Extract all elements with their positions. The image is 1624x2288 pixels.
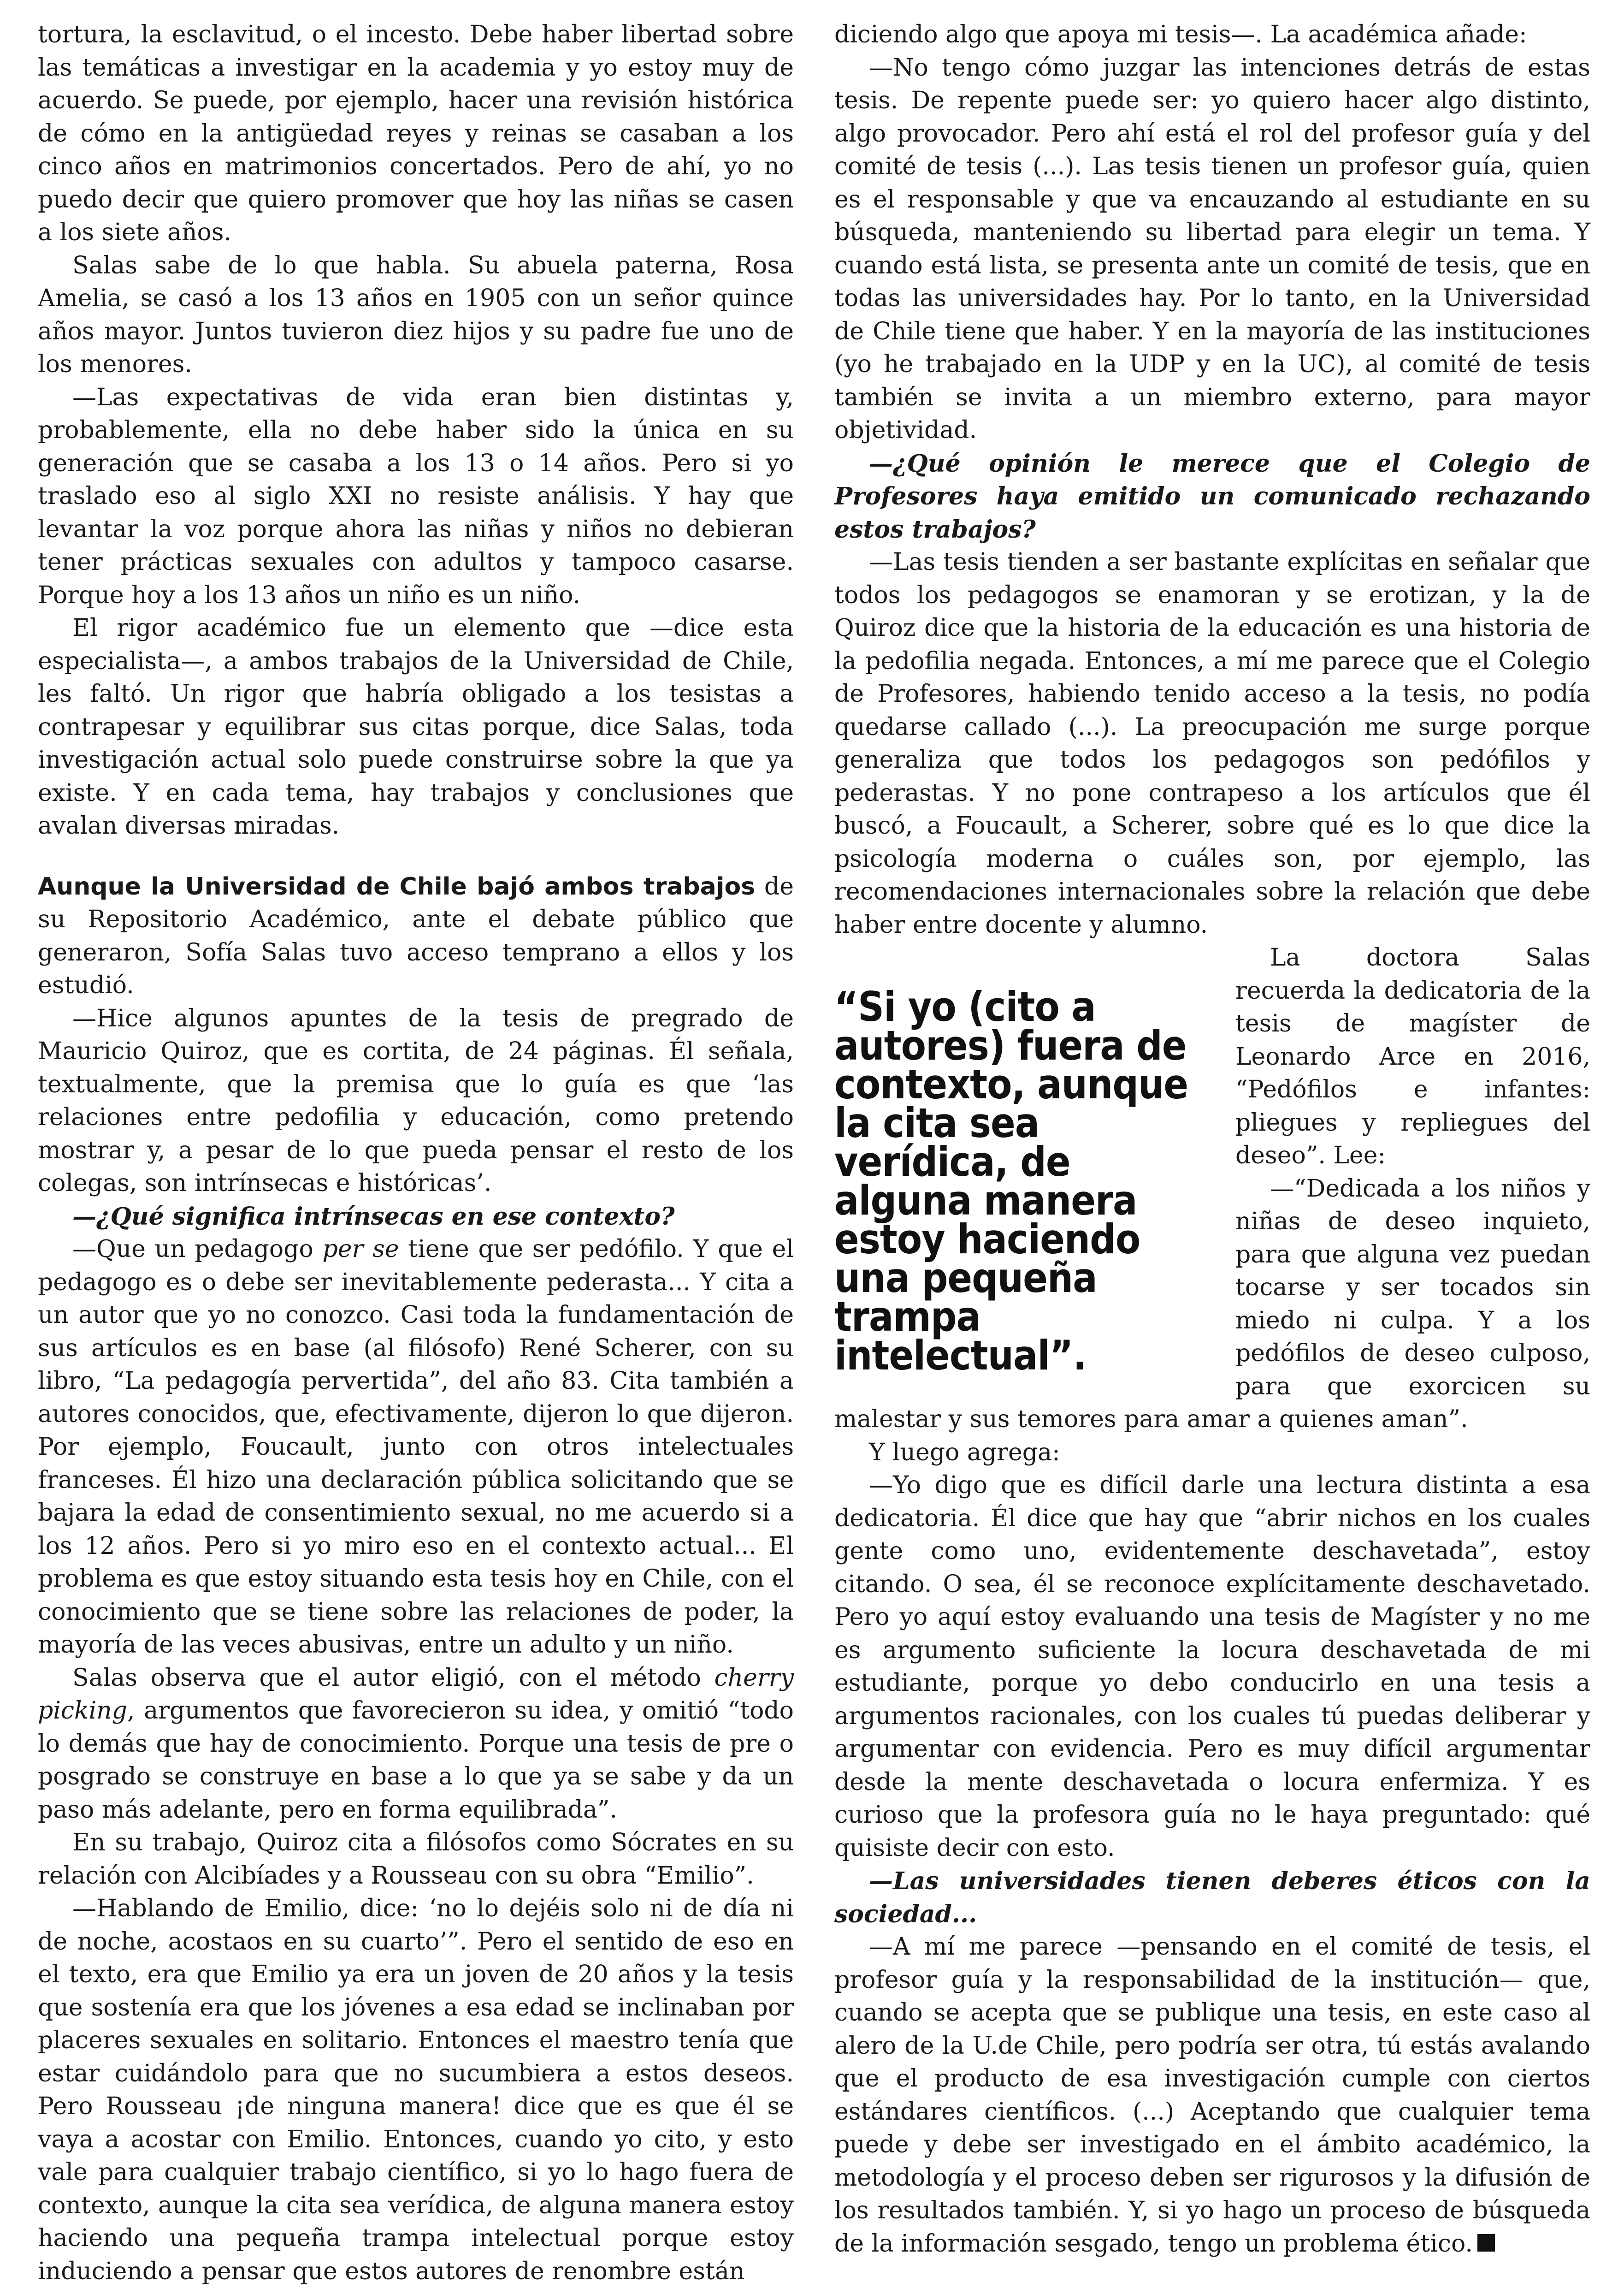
paragraph [38,1233,794,1662]
paragraph: diciendo algo que apoya mi tesis—. La académica añade: [834,21,1527,48]
paragraph-text: Salas observa que el autor eligió, con el método [72,1664,715,1692]
paragraph: —“Dedicada a los niños y niñas de deseo inquieto, para que alguna vez puedan tocarse y ser tocados sin miedo ni culpa. Y a los pedófilos de deseo culposo, para que exorcicen su malestar y sus temores para amar a quienes aman”. [834,1174,1590,1433]
section-break [38,843,794,871]
right-column [834,18,1590,2260]
paragraph [834,1931,1590,2260]
italic-term: cherry picking [38,1664,794,1725]
section-lead-in: Aunque la Universidad de Chile bajó ambos trabajos [38,872,756,901]
paragraph-text: —Que un pedagogo [72,1235,323,1263]
paragraph-text: tiene que ser pedófilo. Y que el pedagogo es o debe ser inevitablemente pederasta... Y cita a un autor que yo no conozco. Casi toda la fundamentación de sus artículos es en base (al filósofo) René Scherer, con su libro, “La pedagogía pervertida”, del año 83. Cita también a autores conocidos, que, efectivamente, dijeron lo que dijeron. Por ejemplo, Foucault, junto con otros intelectuales franceses. Él hizo una declaración pública solicitando que se bajara la edad de consentimiento sexual, no me acuerdo si a los 12 años. Pero si yo miro eso en el contexto actual... El problema es que estoy situando esta tesis hoy en Chile, con el conocimiento que se tiene sobre las relaciones de poder, la mayoría de las veces abusivas, entre un adulto y un niño. [38,1235,794,1659]
paragraph-text: , argumentos que favorecieron su idea, y omitió “todo lo demás que hay de conocimiento. Porque una tesis de pre o posgrado se construye en base a lo que ya se sabe y da un paso más adelante, pero en forma equilibrada”. [38,1697,794,1824]
pull-quote: “Si yo (cito a autores) fuera de contexto, aunque la cita sea verídica, de alguna manera estoy haciendo una pequeña trampa intelectual”. [834,983,1188,1379]
paragraph [38,1662,794,1827]
paragraph: —Las tesis tienden a ser bastante explícitas en señalar que todos los pedagogos se enamoran y se erotizan, y la de Quiroz dice que la historia de la educación es una historia de la pedofilia negada. Entonces, a mí me parece que el Colegio de Profesores, habiendo tenido acceso a la tesis, no podía quedarse callado (...). La preocupación me surge porque generaliza que todos los pedagogos son pedófilos y pederastas. Y no pone contrapeso a los artículos que él buscó, a Foucault, a Scherer, sobre qué es lo que dice la psicología moderna o cuáles son, por ejemplo, las recomendaciones internacionales sobre la relación que debe haber entre docente y alumno. [834,548,1590,939]
end-mark-icon [1477,2234,1495,2252]
section-lead-paragraph [38,871,794,1002]
interview-question: —Las universidades tienen deberes éticos con la sociedad... [834,1867,1590,1928]
paragraph: —Hice algunos apuntes de la tesis de pregrado de Mauricio Quiroz, que es cortita, de 24 páginas. Él señala, textualmente, que la premisa que lo guía es que ‘las relaciones entre pedofilia y educación, como pretendo mostrar y, a pesar de lo que pueda pensar el resto de los colegas, son intrínsecas e históricas’. [38,1004,794,1197]
paragraph: —Hablando de Emilio, dice: ‘no lo dejéis solo ni de día ni de noche, acostaos en su cuarto’”. Pero el sentido de eso en el texto, era que Emilio ya era un joven de 20 años y la tesis que sostenía era que los jóvenes a esa edad se inclinaban por placeres sexuales en solitario. Entonces el maestro tenía que estar cuidándolo para que no sucumbiera a estos deseos. Pero Rousseau ¡de ninguna manera! dice que es que él se vaya a acostar con Emilio. Entonces, cuando yo cito, y esto vale para cualquier trabajo científico, si yo lo hago fuera de contexto, aunque la cita sea verídica, de alguna manera estoy haciendo una pequeña trampa intelectual porque estoy induciendo a pensar que estos autores de renombre están [38,1895,794,2285]
paragraph: En su trabajo, Quiroz cita a filósofos como Sócrates en su relación con Alcibíades y a Rousseau con su obra “Emilio”. [38,1829,794,1890]
paragraph: Y luego agrega: [869,1438,1060,1466]
interview-question: —¿Qué opinión le merece que el Colegio de Profesores haya emitido un comunicado rechazando estos trabajos? [834,449,1590,544]
paragraph: Salas sabe de lo que habla. Su abuela paterna, Rosa Amelia, se casó a los 13 años en 1905 con un señor quince años mayor. Juntos tuvieron diez hijos y su padre fue uno de los menores. [38,251,794,378]
paragraph: tortura, la esclavitud, o el incesto. Debe haber libertad sobre las temáticas a investigar en la academia y yo estoy muy de acuerdo. Se puede, por ejemplo, hacer una revisión histórica de cómo en la antigüedad reyes y reinas se casaban a los cinco años en matrimonios concertados. Pero de ahí, yo no puedo decir que quiero promover que hoy las niñas se casen a los siete años. [38,21,794,246]
paragraph: La doctora Salas recuerda la dedicatoria de la tesis de magíster de Leonardo Arce en 2016, “Pedófilos e infantes: pliegues y repliegues del deseo”. Lee: [1235,944,1590,1169]
left-column [38,18,794,2288]
interview-question: —¿Qué significa intrínsecas en ese contexto? [72,1202,675,1231]
paragraph-text: de su Repositorio Académico, ante el debate público que generaron, Sofía Salas tuvo acceso temprano a ellos y los estudió. [38,872,794,999]
paragraph-text: —A mí me parece —pensando en el comité de tesis, el profesor guía y la responsabilidad de la institución— que, cuando se acepta que se publique una tesis, en este caso al alero de la U.de Chile, pero podría ser otra, tú estás avalando que el producto de esa investigación cumple con ciertos estándares científicos. (...) Aceptando que cualquier tema puede y debe ser investigado en el ámbito académico, la metodología y el proceso deben ser rigurosos y la difusión de los resultados también. Y, si yo hago un proceso de búsqueda de la información sesgado, tengo un problema ético. [834,1933,1590,2258]
italic-term: per se [322,1235,399,1263]
paragraph: —No tengo cómo juzgar las intenciones detrás de estas tesis. De repente puede ser: yo quiero hacer algo distinto, algo provocador. Pero ahí está el rol del profesor guía y del comité de tesis (...). Las tesis tienen un profesor guía, quien es el responsable y que va encauzando al estudiante en su búsqueda, manteniendo su libertad para elegir un tema. Y cuando está lista, se presenta ante un comité de tesis, que en todas las universidades hay. Por lo tanto, en la Universidad de Chile tiene que haber. Y en la mayoría de las instituciones (yo he trabajado en la UDP y en la UC), al comité de tesis también se invita a un miembro externo, para mayor objetividad. [834,53,1590,444]
paragraph: El rigor académico fue un elemento que —dice esta especialista—, a ambos trabajos de la Universidad de Chile, les faltó. Un rigor que habría obligado a los tesistas a contrapesar y equilibrar sus citas porque, dice Salas, toda investigación actual solo puede construirse sobre la que ya existe. Y en cada tema, hay trabajos y conclusiones que avalan diversas miradas. [38,614,794,840]
paragraph: —Yo digo que es difícil darle una lectura distinta a esa dedicatoria. Él dice que hay que “abrir nichos en los cuales gente como uno, evidentemente deschavetada”, estoy citando. O sea, él se reconoce explícitamente deschavetado. Pero yo aquí estoy evaluando una tesis de Magíster y no me es argumento suficiente la locura deschavetada de mi estudiante, porque yo debo conducirlo en una tesis a argumentos racionales, con los cuales tú puedas deliberar y argumentar con evidencia. Pero es muy difícil argumentar desde la mente deschavetada o locura enfermiza. Y es curioso que la profesora guía no le haya preguntado: qué quisiste decir con esto. [834,1471,1590,1862]
paragraph: —Las expectativas de vida eran bien distintas y, probablemente, ella no debe haber sido la única en su generación que se casaba a los 13 o 14 años. Pero si yo traslado eso al siglo XXI no resiste análisis. Y hay que levantar la voz porque ahora las niñas y niños no debieran tener prácticas sexuales con adultos y tampoco casarse. Porque hoy a los 13 años un niño es un niño. [38,383,794,609]
